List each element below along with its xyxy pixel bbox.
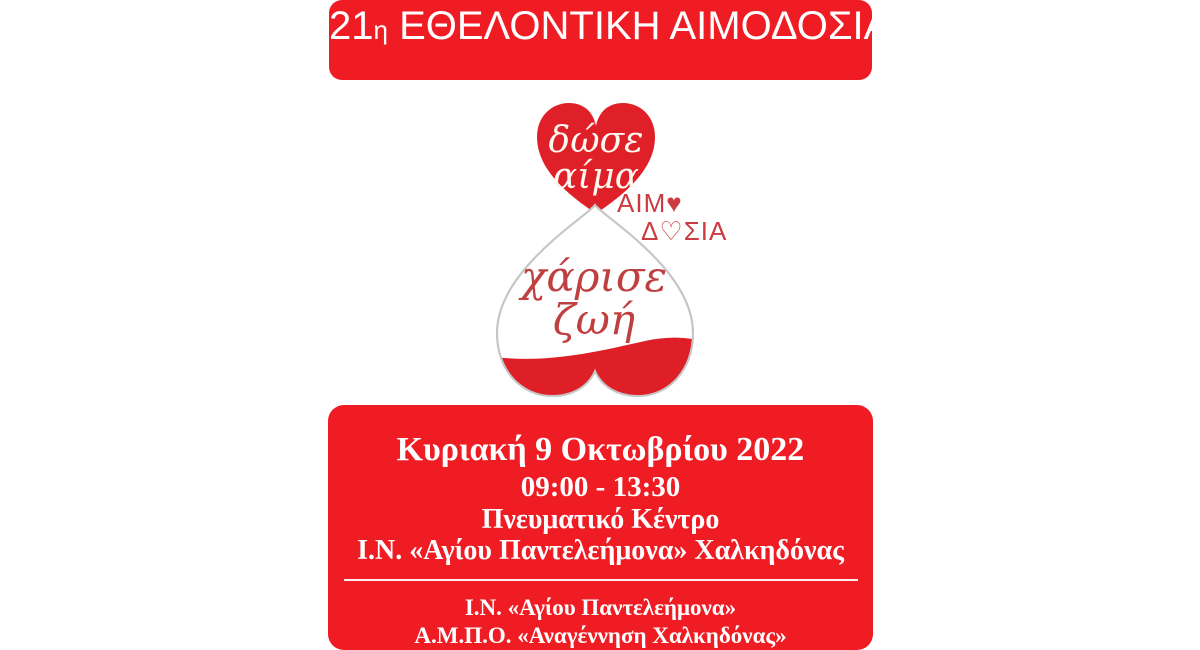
brand-line2-end: ΣΙΑ [683,216,728,246]
event-date: Κυριακή 9 Οκτωβρίου 2022 [396,431,805,468]
banner [329,0,891,80]
blood-donation-logo [470,85,730,415]
banner-title [329,0,891,57]
brand-line2 [641,216,727,246]
give-life-line1: χάρισε [520,252,668,301]
brand-line1 [617,188,683,218]
event-card [328,405,873,650]
event-venue-detail: Ι.Ν. «Αγίου Παντελεήμονα» Χαλκηδόνας [357,535,844,566]
give-blood-line2: αίμα [552,156,640,197]
event-venue: Πνευματικό Κέντρο [481,504,720,535]
event-time: 09:00 - 13:30 [520,471,681,503]
organizer-line-1: Ι.Ν. «Αγίου Παντελεήμονα» [464,595,737,620]
brand-line1-text: ΑΙΜ [617,188,667,218]
brand-heart-omega-icon: ♡ [659,216,684,246]
banner-title-text: ΕΘΕΛΟΝΤΙΚΗ ΑΙΜΟΔΟΣΙΑ [387,4,891,48]
brand-line2-start: Δ [641,216,660,246]
banner-number-suffix: η [373,15,388,45]
give-life-line2: ζωή [552,295,636,344]
brand-heart-o-icon: ♥ [666,188,683,218]
give-blood-line1: δώσε [548,120,644,161]
organizer-line-2: Α.Μ.Π.Ο. «Αναγέννηση Χαλκηδόνας» [414,623,787,648]
divider [344,579,858,581]
banner-number: 21 [329,4,374,48]
